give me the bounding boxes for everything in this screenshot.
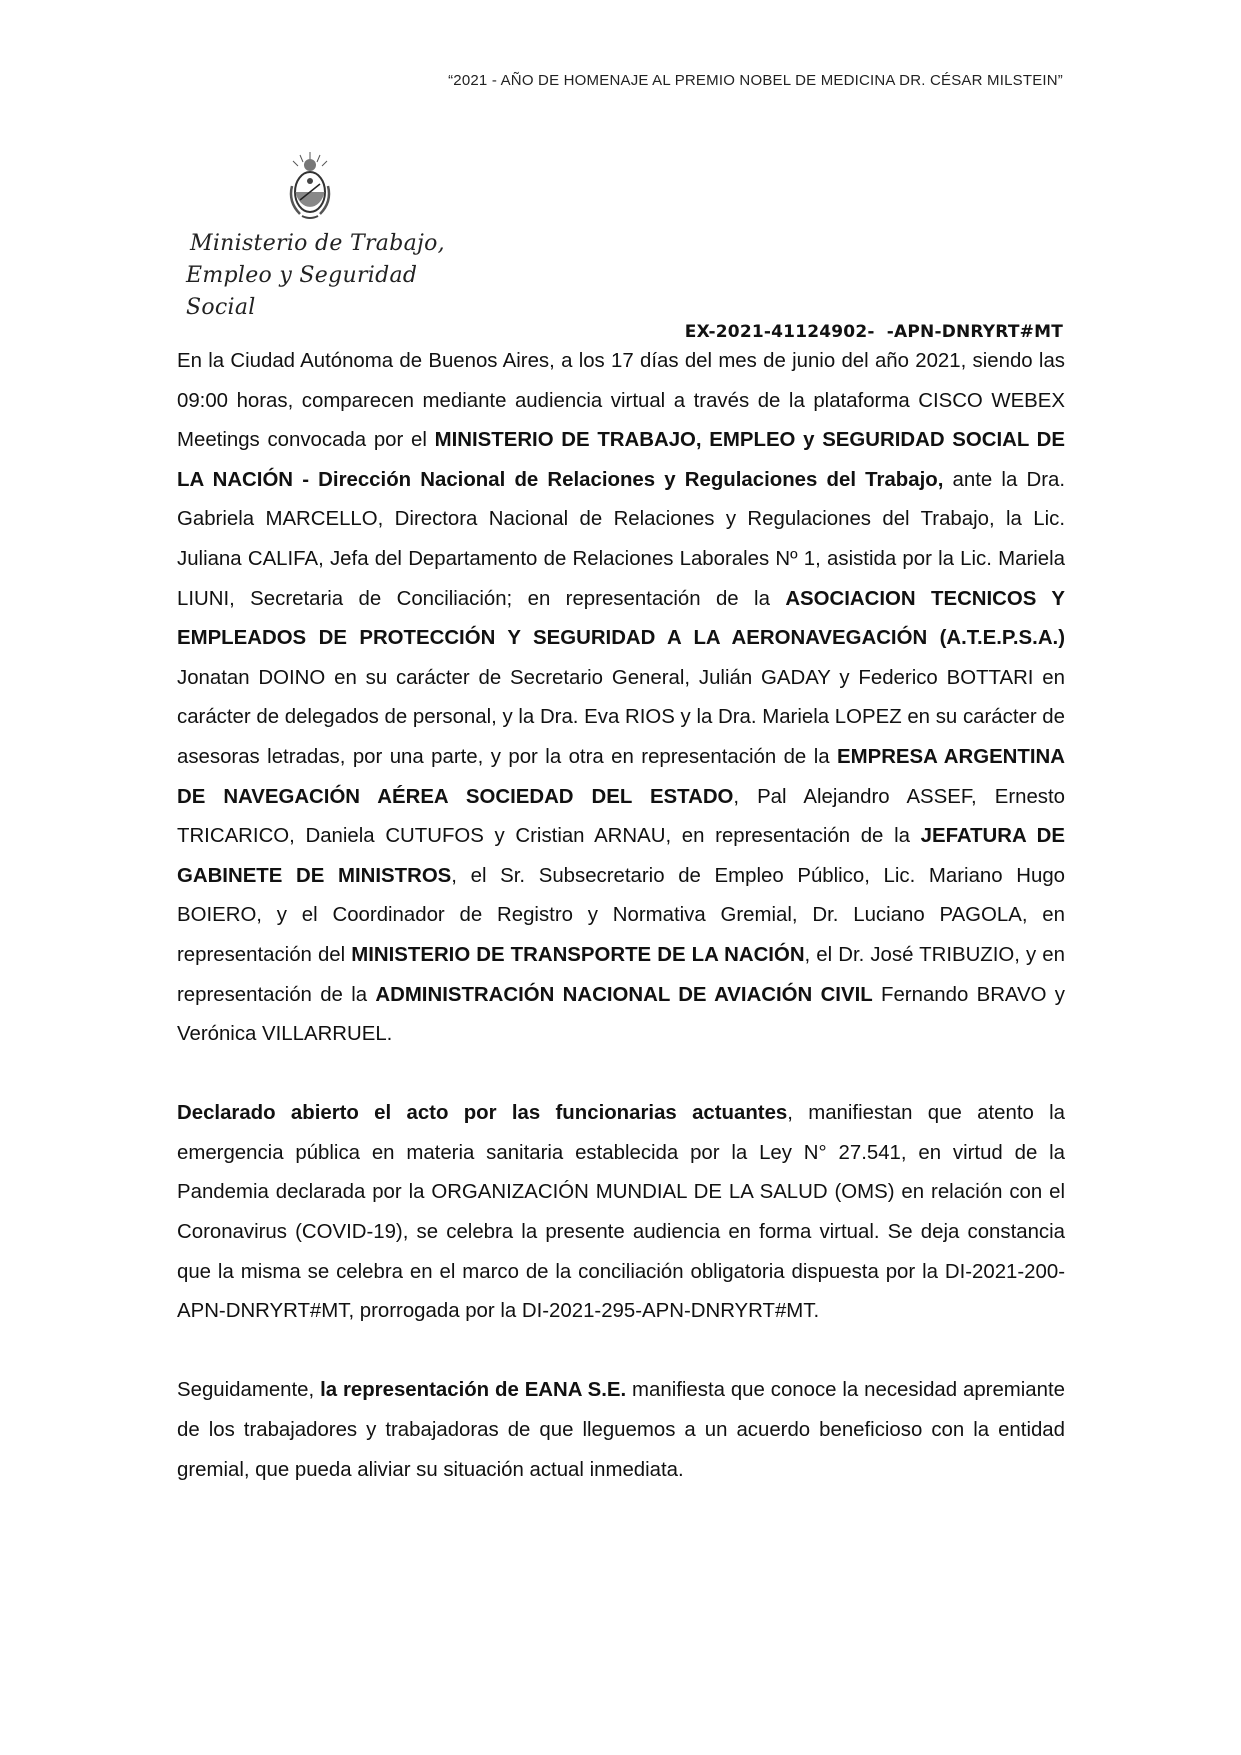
text-segment-bold: Declarado abierto el acto por las funcionarias actuantes: [177, 1102, 788, 1125]
text-segment: , el Sr. Subsecretario de Empleo Público, Lic. Mariano Hugo BOIERO, y el Coordinador de Registro y Normativa Gremial, Dr. Luciano PAGOLA, en representación del: [177, 864, 1065, 966]
paragraph-opening: [177, 342, 1065, 1055]
ministry-logo: [178, 150, 458, 320]
text-segment: Jonatan DOINO en su carácter de Secretario General, Julián GADAY y Federico BOTTARI en carácter de delegados de personal, y la Dra. Eva RIOS y la Dra. Mariela LOPEZ en su carácter de asesoras letradas, por una parte, y por la otra en representación de la: [177, 666, 1065, 768]
paragraph-eana-statement: [177, 1371, 1065, 1490]
ministry-name: [186, 228, 458, 324]
text-segment-bold: MINISTERIO DE TRABAJO, EMPLEO y SEGURIDAD SOCIAL DE LA NACIÓN - Dirección Nacional de Relaciones y Regulaciones del Trabajo,: [177, 429, 1065, 491]
text-segment: Fernando BRAVO y Verónica VILLARRUEL.: [177, 983, 1065, 1046]
text-segment: , el Dr. José TRIBUZIO, y en representación de la: [177, 943, 1065, 1006]
text-segment-bold: ASOCIACION TECNICOS Y EMPLEADOS DE PROTECCIÓN Y SEGURIDAD A LA AERONAVEGACIÓN (A.T.E.P.S.A.): [177, 587, 1065, 650]
header-motto: “2021 - AÑO DE HOMENAJE AL PREMIO NOBEL DE MEDICINA DR. CÉSAR MILSTEIN”: [448, 72, 1063, 89]
text-segment: manifiesta que conoce la necesidad apremiante de los trabajadores y trabajadoras de que lleguemos a un acuerdo beneficioso con la entidad gremial, que pueda aliviar su situación actual inmediata.: [177, 1379, 1065, 1481]
document-body: [177, 342, 1065, 1530]
text-segment-bold: MINISTERIO DE TRANSPORTE DE LA NACIÓN: [351, 943, 805, 966]
ministry-name-line2: Empleo y Seguridad Social: [186, 263, 418, 320]
expediente-number: EX-2021-41124902- -APN-DNRYRT#MT: [684, 322, 1063, 342]
text-segment: ante la Dra. Gabriela MARCELLO, Directora Nacional de Relaciones y Regulaciones del Trabajo, la Lic. Juliana CALIFA, Jefa del Departamento de Relaciones Laborales Nº 1, asistida por la Lic. Mariela LIUNI, Secretaria de Conciliación; en representación de la: [177, 468, 1065, 610]
text-segment: , Pal Alejandro ASSEF, Ernesto TRICARICO, Daniela CUTUFOS y Cristian ARNAU, en representación de la: [177, 785, 1065, 848]
text-segment-bold: la representación de EANA S.E.: [320, 1379, 627, 1402]
text-segment: , manifiestan que atento la emergencia pública en materia sanitaria establecida por la Ley N° 27.541, en virtud de la Pandemia declarada por la ORGANIZACIÓN MUNDIAL DE LA SALUD (OMS) en relación con el Coronavirus (COVID-19), se celebra la presente audiencia en forma virtual. Se deja constancia que la misma se celebra en el marco de la conciliación obligatoria dispuesta por la DI-2021-200-APN-DNRYRT#MT, prorrogada por la DI-2021-295-APN-DNRYRT#MT.: [177, 1102, 1065, 1323]
text-segment-bold: JEFATURA DE GABINETE DE MINISTROS: [177, 825, 1065, 887]
coat-of-arms-icon: [286, 150, 334, 222]
paragraph-declaration: [177, 1094, 1065, 1332]
text-segment-bold: ADMINISTRACIÓN NACIONAL DE AVIACIÓN CIVIL: [375, 983, 873, 1006]
ministry-name-line1: Ministerio de Trabajo,: [190, 231, 445, 256]
text-segment: Seguidamente,: [177, 1379, 321, 1402]
text-segment: En la Ciudad Autónoma de Buenos Aires, a los 17 días del mes de junio del año 2021, siendo las 09:00 horas, comparecen mediante audiencia virtual a través de la plataforma CISCO WEBEX Meetings convocada por el: [177, 350, 1065, 452]
text-segment-bold: EMPRESA ARGENTINA DE NAVEGACIÓN AÉREA SOCIEDAD DEL ESTADO: [177, 745, 1065, 808]
